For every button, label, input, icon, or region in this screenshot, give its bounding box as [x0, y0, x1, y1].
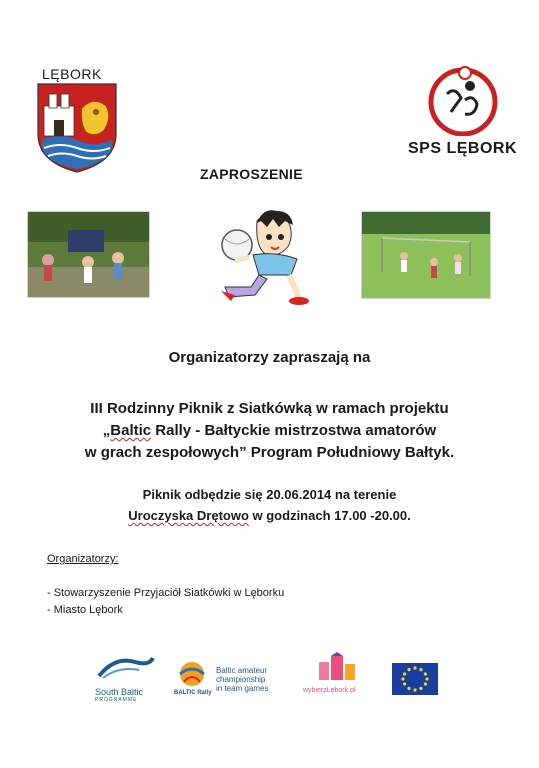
town-skyline-icon — [303, 652, 373, 682]
lebork-crest-icon — [36, 82, 118, 174]
event-title-line2 — [0, 420, 539, 441]
city-label: LĘBORK — [42, 66, 102, 82]
volleyball-player-illustration — [205, 205, 323, 307]
south-baltic-wave-icon — [95, 652, 157, 682]
picnic-photo-right — [361, 211, 491, 299]
event-title-line3: w grach zespołowych” Program Południowy Bałtyk. — [84, 444, 455, 461]
page-title: ZAPROSZENIE — [200, 166, 303, 182]
event-title-line1: III Rodzinny Piknik z Siatkówką w ramach projektu — [90, 400, 449, 417]
south-baltic-sub: PROGRAMME — [95, 697, 138, 703]
picnic-photo-left — [27, 211, 150, 298]
baltic-rally-logo — [170, 652, 292, 702]
baltic-rally-caption-line: championship — [216, 675, 266, 684]
organizer-item: - Miasto Lębork — [47, 604, 123, 616]
event-title-line2-rest: Rally - Bałtyckie mistrzostwa amatorów — [151, 422, 437, 439]
eu-flag-icon — [392, 663, 438, 695]
baltic-rally-name: BALTIC Rally — [174, 690, 212, 696]
baltic-rally-caption-line: in team games — [216, 684, 269, 693]
baltic-rally-caption-line: Baltic amateur — [216, 666, 268, 675]
organizer-item: - Stowarzyszenie Przyjaciół Siatkówki w Lęborku — [47, 587, 285, 599]
invite-line: Organizatorzy zapraszają na — [168, 349, 371, 366]
club-label: SPS LĘBORK — [408, 140, 518, 157]
event-location-line — [0, 505, 539, 526]
baltic-rally-caption — [216, 666, 268, 693]
wybierz-lebork-logo — [303, 652, 373, 696]
organizers-heading: Organizatorzy: — [47, 553, 119, 565]
event-location-name: Uroczyska Drętowo — [128, 508, 249, 523]
wybierz-lebork-name: wybierzLębork.pl — [303, 687, 356, 694]
sps-club-logo-icon — [425, 64, 501, 136]
event-baltic-word: Baltic — [110, 422, 152, 439]
event-date-line: Piknik odbędzie się 20.06.2014 na terenie — [142, 487, 397, 502]
event-time: w godzinach 17.00 -20.00. — [248, 508, 411, 523]
south-baltic-logo — [95, 652, 157, 702]
south-baltic-name: South Baltic — [95, 687, 144, 697]
event-open-quote: „ — [102, 422, 111, 439]
